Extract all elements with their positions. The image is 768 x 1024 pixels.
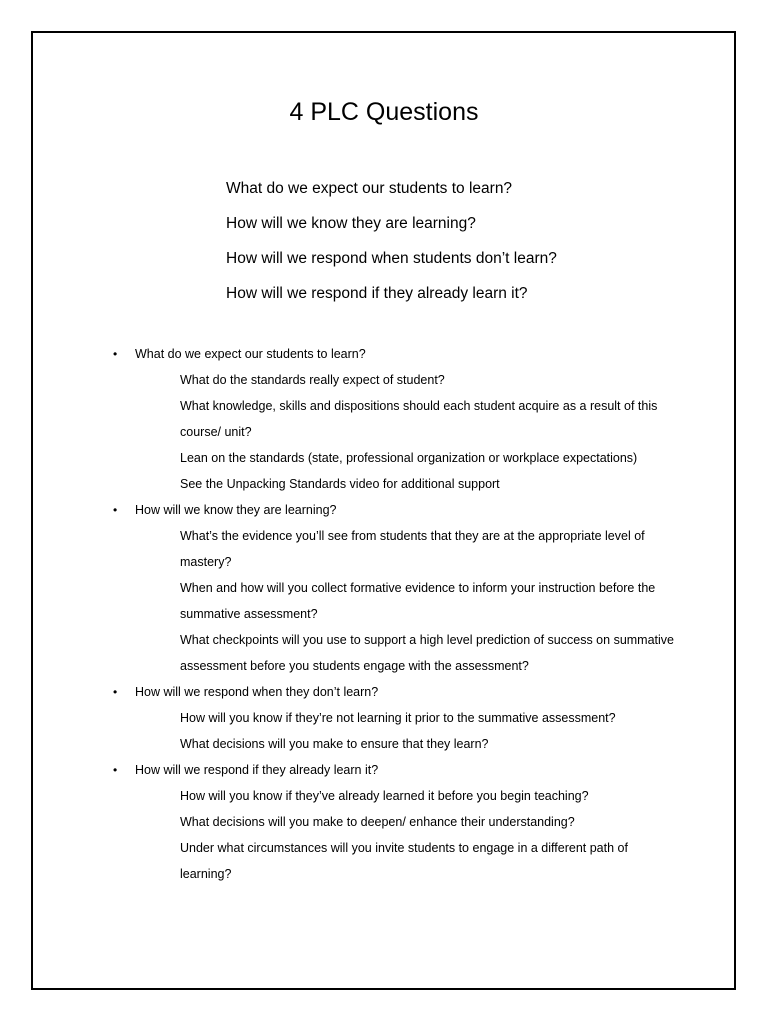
section-sublist (0, 705, 768, 757)
sub-question: What checkpoints will you use to support a high level prediction of success on summative assessment before you students engage with the assessment? (180, 633, 674, 673)
section-question-text: How will we respond when they don’t learn? (135, 685, 379, 699)
section-question (0, 679, 768, 705)
bullet-icon: • (113, 763, 118, 777)
section-question (0, 341, 768, 367)
bullet-icon: • (113, 503, 118, 517)
question-section (0, 757, 768, 887)
sub-question: What’s the evidence you’ll see from students that they are at the appropriate level of mastery? (180, 529, 645, 569)
sub-question: How will you know if they’ve already learned it before you begin teaching? (180, 789, 589, 803)
bullet-icon: • (113, 347, 118, 361)
sub-question: Lean on the standards (state, professional organization or workplace expectations) (180, 451, 638, 465)
sub-question: Under what circumstances will you invite students to engage in a different path of learning? (180, 841, 628, 881)
sub-question: What knowledge, skills and dispositions should each student acquire as a result of this course/ unit? (180, 399, 658, 439)
intro-question: How will we respond if they already learn it? (226, 285, 528, 302)
question-section (0, 497, 768, 679)
question-outline (0, 341, 768, 887)
sub-question: When and how will you collect formative evidence to inform your instruction before the summative assessment? (180, 581, 656, 621)
sub-question: See the Unpacking Standards video for additional support (180, 477, 500, 491)
sub-question: What decisions will you make to deepen/ enhance their understanding? (180, 815, 575, 829)
intro-question: What do we expect our students to learn? (226, 180, 513, 197)
section-sublist (0, 523, 768, 679)
section-sublist (0, 783, 768, 887)
intro-question-list (226, 177, 557, 317)
sub-question: What decisions will you make to ensure that they learn? (180, 737, 489, 751)
section-question-text: How will we know they are learning? (135, 503, 337, 517)
sub-question: How will you know if they’re not learning it prior to the summative assessment? (180, 711, 616, 725)
question-section (0, 341, 768, 497)
section-sublist (0, 367, 768, 497)
sub-question: What do the standards really expect of student? (180, 373, 445, 387)
intro-question: How will we know they are learning? (226, 215, 476, 232)
section-question-text: How will we respond if they already learn it? (135, 763, 379, 777)
bullet-icon: • (113, 685, 118, 699)
intro-question: How will we respond when students don’t learn? (226, 250, 557, 267)
section-question (0, 757, 768, 783)
section-question (0, 497, 768, 523)
section-question-text: What do we expect our students to learn? (135, 347, 366, 361)
page-title: 4 PLC Questions (289, 98, 479, 126)
question-section (0, 679, 768, 757)
